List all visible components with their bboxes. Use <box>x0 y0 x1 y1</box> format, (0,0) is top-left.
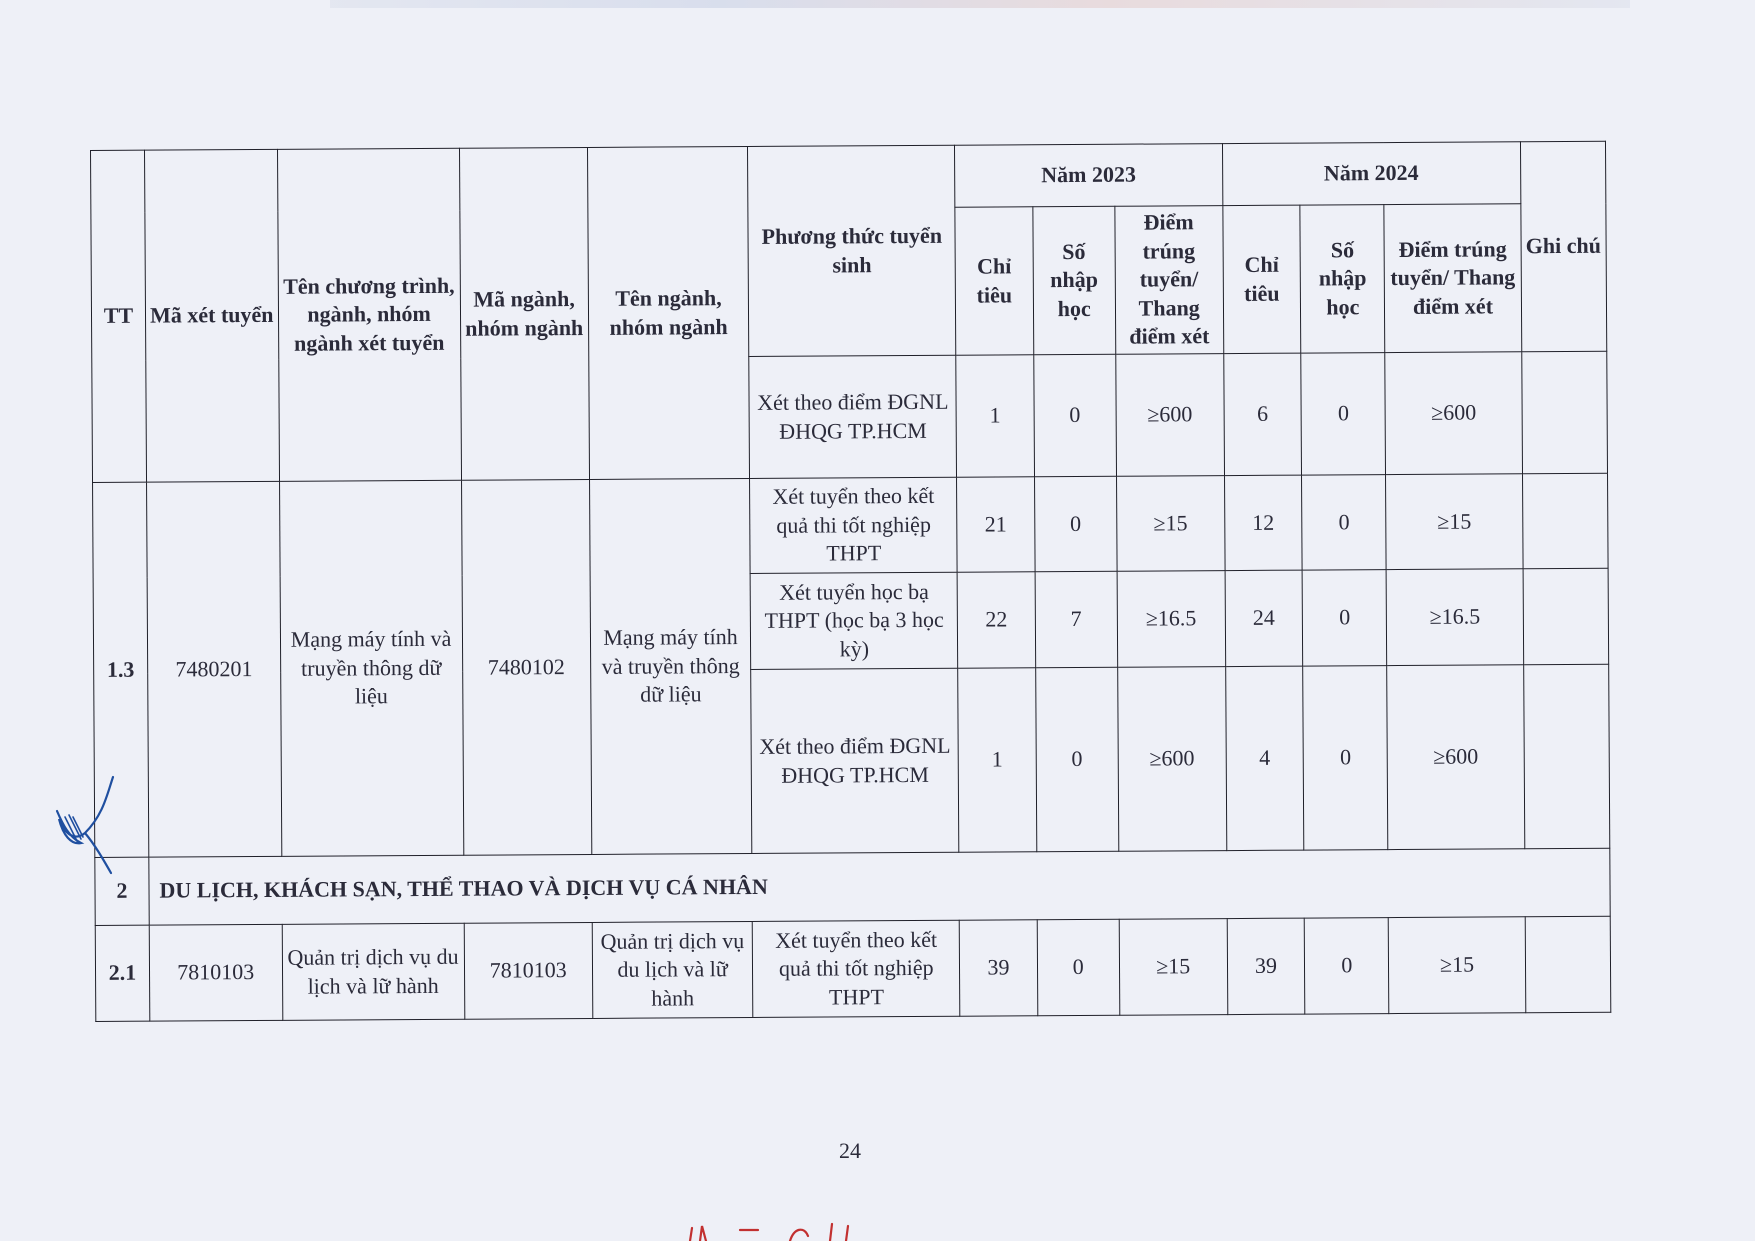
diem-2023: ≥600 <box>1117 667 1226 852</box>
header-tt: TT <box>91 150 147 482</box>
diem-2023: ≥15 <box>1119 919 1228 1016</box>
diem-2024: ≥600 <box>1385 352 1522 475</box>
admission-table <box>90 141 1611 1022</box>
table-row <box>95 916 1611 1021</box>
so-nhap-hoc-2023: 0 <box>1037 919 1120 1015</box>
header-row-years <box>91 141 1606 212</box>
section-tt-cell: 2 <box>95 857 149 925</box>
ghi-chu-cell <box>1521 351 1607 474</box>
so-nhap-hoc-2024: 0 <box>1304 918 1389 1015</box>
scan-artifact-strip <box>330 0 1630 8</box>
so-nhap-hoc-2024: 0 <box>1302 475 1387 571</box>
diem-2023: ≥16.5 <box>1117 571 1226 668</box>
header-ghi-chu: Ghi chú <box>1520 141 1607 352</box>
chi-tieu-2023: 1 <box>956 355 1034 477</box>
header-2024-diem: Điểm trúng tuyển/ Thang điểm xét <box>1384 204 1521 353</box>
chi-tieu-2024: 39 <box>1227 918 1305 1014</box>
ten-chuong-trinh-cell: Mạng máy tính và truyền thông dữ liệu <box>279 480 463 856</box>
ghi-chu-cell <box>1523 568 1609 665</box>
ghi-chu-cell <box>1525 916 1611 1013</box>
red-stamp-fragment <box>680 1222 920 1241</box>
ma-nganh-cell: 7810103 <box>464 922 593 1019</box>
tt-cell: 2.1 <box>95 925 150 1021</box>
diem-2024: ≥15 <box>1386 474 1523 570</box>
ten-nganh-cell: Quản trị dịch vụ du lịch và lữ hành <box>592 921 753 1018</box>
header-2024-so-nhap-hoc: Số nhập học <box>1300 205 1385 354</box>
header-nam-2024: Năm 2024 <box>1222 142 1520 206</box>
chi-tieu-2024: 4 <box>1225 666 1304 850</box>
diem-2023: ≥15 <box>1116 476 1225 572</box>
tt-cell: 1.3 <box>93 482 149 857</box>
ma-nganh-cell: 7480102 <box>461 479 591 855</box>
ma-xet-tuyen-cell: 7810103 <box>149 924 282 1021</box>
method-cell: Xét tuyển theo kết quả thi tốt nghiệp THPT <box>753 920 960 1017</box>
header-ma-nganh: Mã ngành, nhóm ngành <box>459 147 589 480</box>
header-2023-chi-tieu: Chỉ tiêu <box>955 207 1033 355</box>
so-nhap-hoc-2023: 0 <box>1035 667 1118 851</box>
so-nhap-hoc-2024: 0 <box>1303 666 1388 851</box>
ten-nganh-cell: Mạng máy tính và truyền thông dữ liệu <box>589 478 752 854</box>
method-cell: Xét theo điểm ĐGNL ĐHQG TP.HCM <box>749 355 957 478</box>
section-row <box>95 848 1610 925</box>
header-phuong-thuc: Phương thức tuyển sinh <box>748 145 956 356</box>
so-nhap-hoc-2024: 0 <box>1302 570 1387 667</box>
chi-tieu-2024: 6 <box>1223 353 1301 475</box>
method-cell: Xét theo điểm ĐGNL ĐHQG TP.HCM <box>751 668 959 853</box>
so-nhap-hoc-2024: 0 <box>1301 353 1386 476</box>
ma-xet-tuyen-cell: 7480201 <box>146 481 281 857</box>
diem-2024: ≥600 <box>1387 665 1524 850</box>
section-title: DU LỊCH, KHÁCH SẠN, THỂ THAO VÀ DỊCH VỤ CÁ NHÂN <box>149 848 1610 925</box>
chi-tieu-2023: 39 <box>959 920 1037 1016</box>
header-2023-diem: Điểm trúng tuyển/ Thang điểm xét <box>1115 206 1224 355</box>
header-2023-so-nhap-hoc: Số nhập học <box>1033 206 1116 354</box>
so-nhap-hoc-2023: 7 <box>1035 571 1118 667</box>
chi-tieu-2023: 1 <box>958 668 1037 852</box>
stamp-stroke <box>690 1224 848 1241</box>
signature-stroke <box>57 777 113 873</box>
header-ma-xet-tuyen: Mã xét tuyển <box>144 149 279 482</box>
method-cell: Xét tuyển theo kết quả thi tốt nghiệp THPT <box>750 477 957 573</box>
diem-2024: ≥15 <box>1389 917 1526 1014</box>
page-number: 24 <box>839 1138 861 1163</box>
ten-chuong-trinh-cell: Quản trị dịch vụ du lịch và lữ hành <box>282 923 465 1020</box>
header-nam-2023: Năm 2023 <box>955 144 1223 208</box>
chi-tieu-2023: 21 <box>957 477 1035 572</box>
handwritten-signature-mark <box>55 775 135 875</box>
chi-tieu-2024: 24 <box>1225 570 1303 666</box>
header-ten-chuong-trinh: Tên chương trình, ngành, nhóm ngành xét tuyển <box>277 148 461 481</box>
header-ten-nganh: Tên ngành, nhóm ngành <box>587 146 750 479</box>
chi-tieu-2024: 12 <box>1224 475 1302 570</box>
chi-tieu-2023: 22 <box>957 572 1035 668</box>
ghi-chu-cell <box>1522 473 1608 569</box>
diem-2024: ≥16.5 <box>1387 569 1524 666</box>
ghi-chu-cell <box>1523 664 1610 849</box>
method-cell: Xét tuyển học bạ THPT (học bạ 3 học kỳ) <box>751 572 958 669</box>
header-2024-chi-tieu: Chỉ tiêu <box>1223 205 1301 353</box>
diem-2023: ≥600 <box>1116 354 1225 477</box>
so-nhap-hoc-2023: 0 <box>1034 476 1117 571</box>
table-row <box>93 473 1609 577</box>
so-nhap-hoc-2023: 0 <box>1033 354 1116 476</box>
